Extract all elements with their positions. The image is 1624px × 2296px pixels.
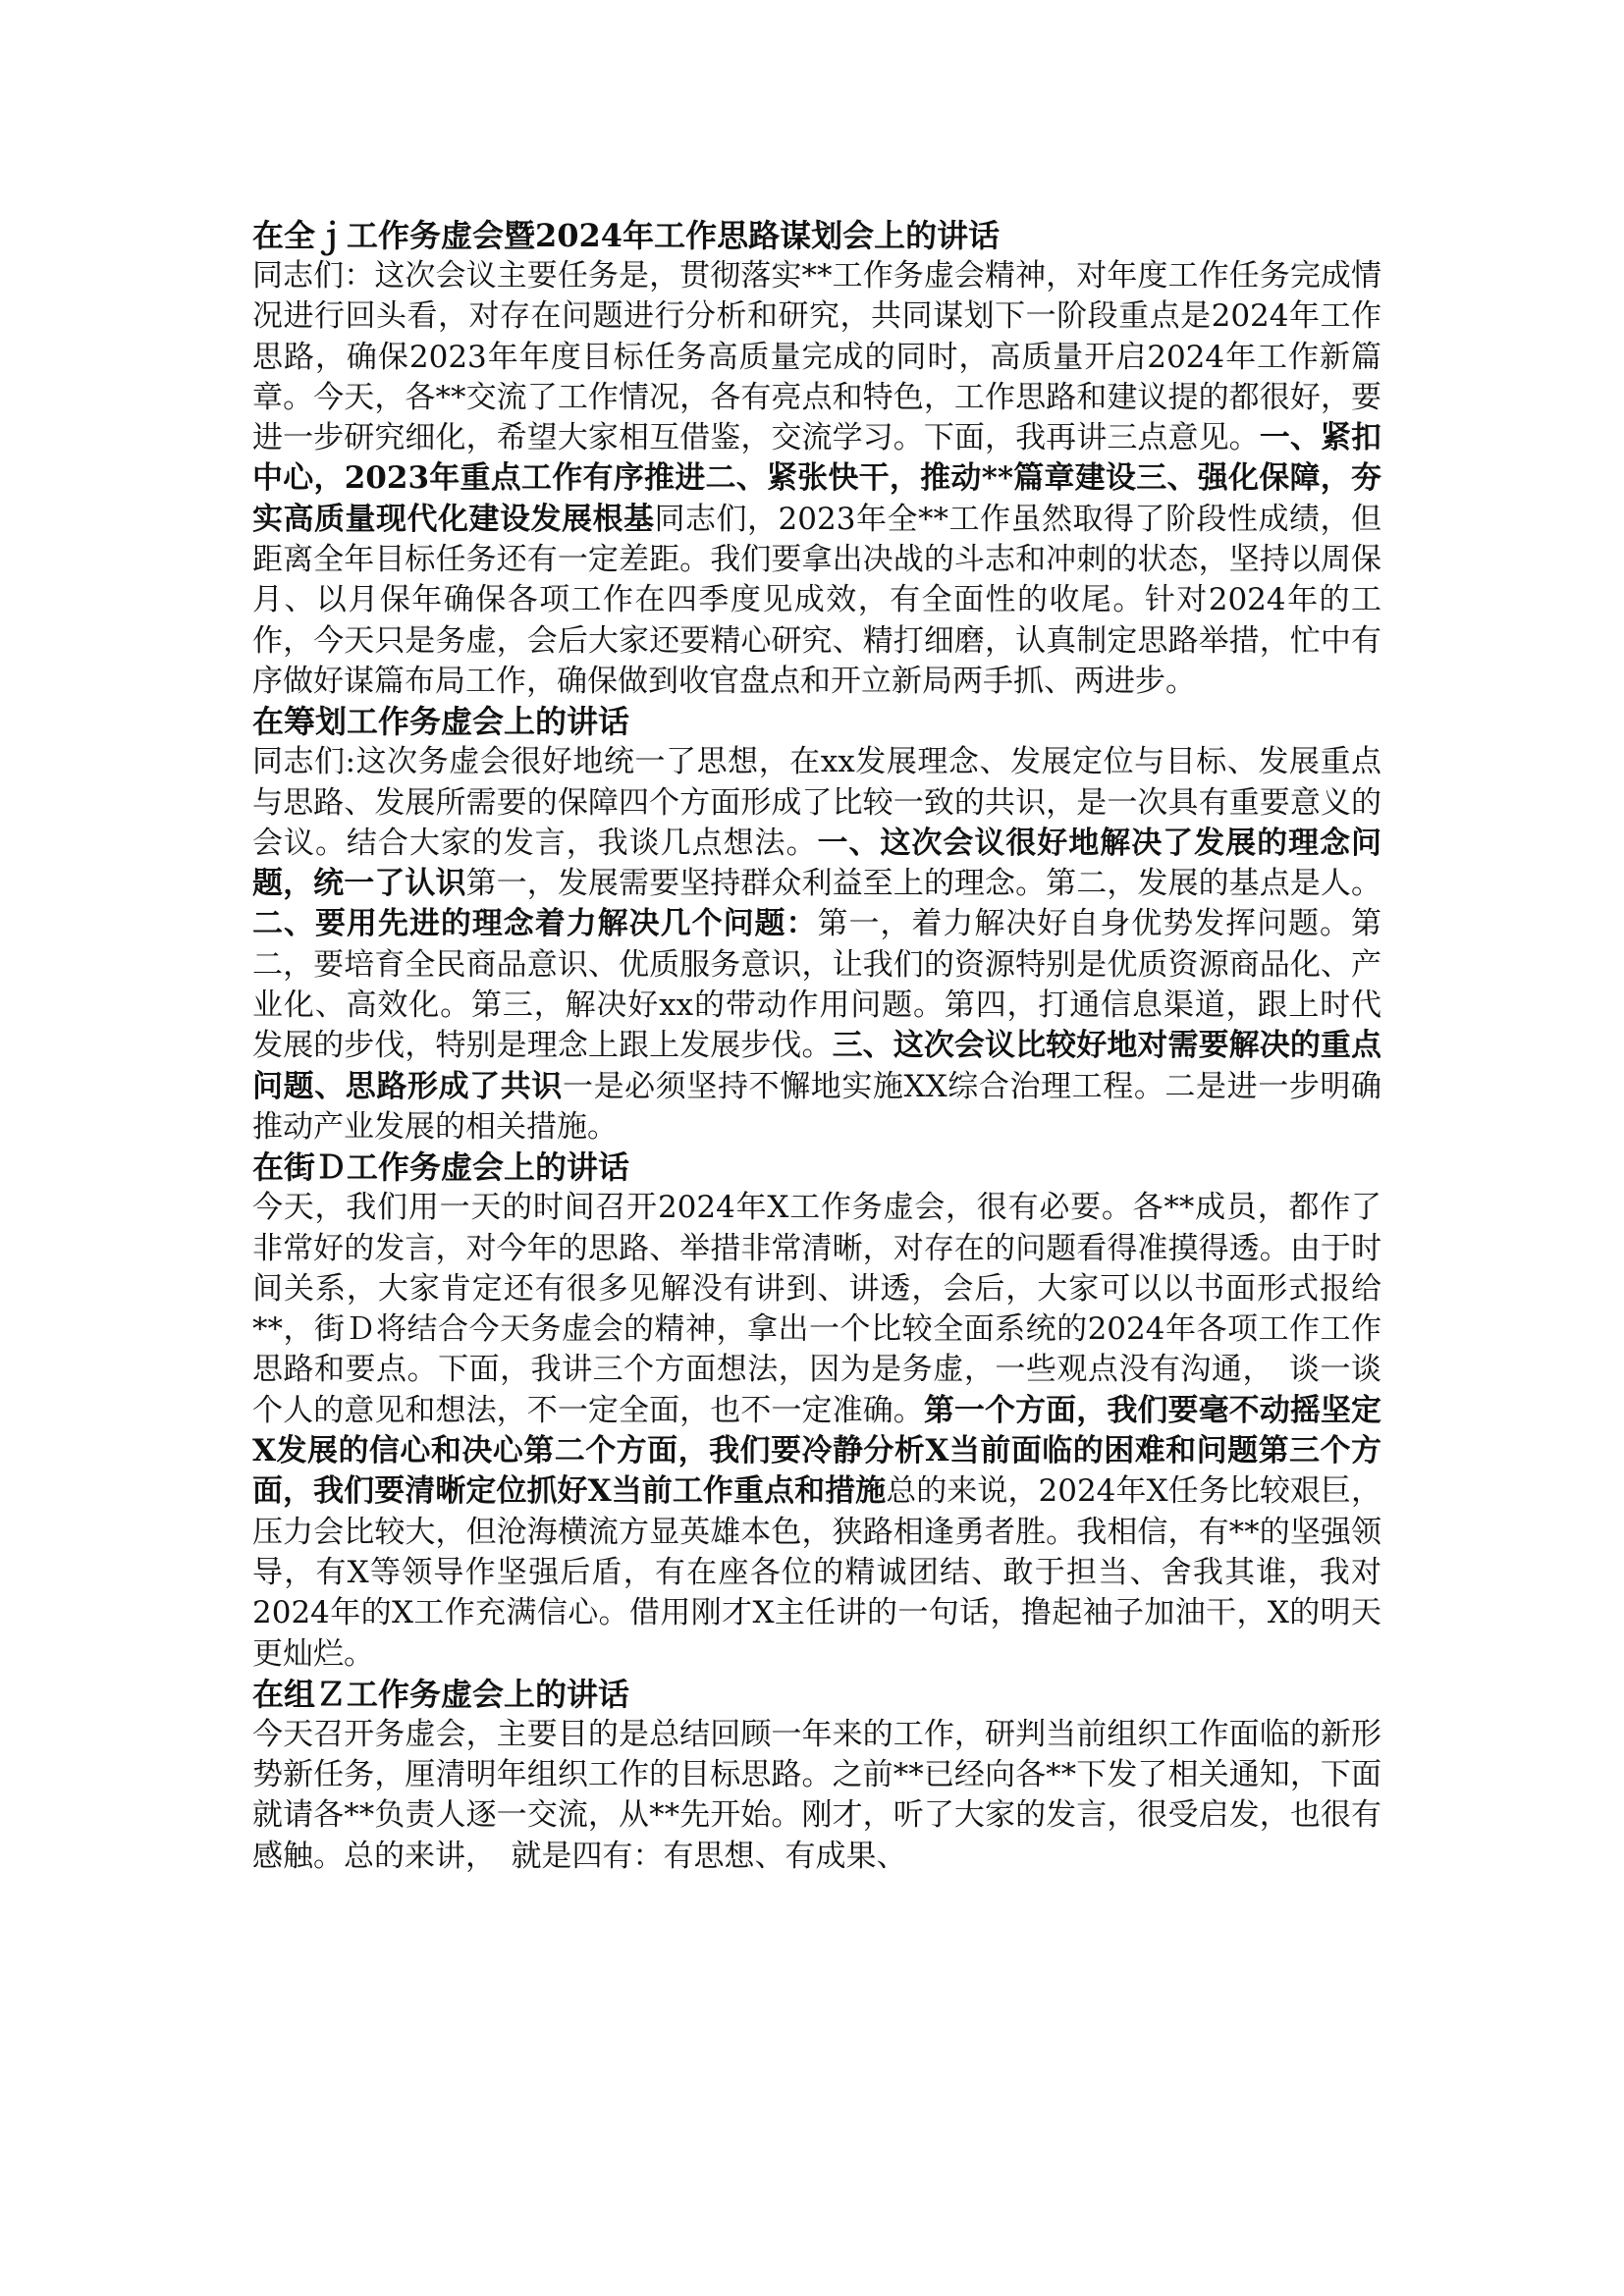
paragraph-text: 同志们:这次务虚会很好地统一了思想，在xx发展理念、发展定位与目标、发展重点与思路、发展所需要的保障四个方面形成了比较一致的共识，是一次具有重要意义的会议。结合大家的发言，我谈几点想法。 xyxy=(252,744,1381,861)
speech-section-1 xyxy=(252,216,1381,702)
paragraph-text: 第一，着力解决好自身优势发挥问题。第二，要培育全民商品意识、优质服务意识，让我们的资源特别是优质资源商品化、产业化、高效化。第三，解决好xx的带动作用问题。第四，打通信息渠道，跟上时代发展的步伐，特别是理念上跟上发展步伐。 xyxy=(252,906,1381,1064)
speech-section-3 xyxy=(252,1148,1381,1675)
speech-title: 在筹划工作务虚会上的讲话 xyxy=(252,703,630,741)
speech-section-2 xyxy=(252,702,1381,1148)
speech-title: 在组Ｚ工作务虚会上的讲话 xyxy=(252,1675,630,1713)
speech-title: 在街Ｄ工作务虚会上的讲话 xyxy=(252,1148,630,1187)
paragraph-text: 同志们：这次会议主要任务是，贯彻落实**工作务虚会精神，对年度工作任务完成情况进行回头看，对存在问题进行分析和研究，共同谋划下一阶段重点是2024年工作思路，确保2023年年度目标任务高质量完成的同时，高质量开启2024年工作新篇章。今天，各**交流了工作情况，各有亮点和特色，工作思路和建议提的都很好，要进一步研究细化，希望大家相互借鉴，交流学习。下面，我再讲三点意见。 xyxy=(252,258,1381,456)
bold-heading-text: 第一个方面，我们要毫不动摇坚定X发展的信心和决心第二个方面，我们要冷静分析X当前面临的困难和问题第三个方面，我们要清晰定位抓好X当前工作重点和措施 xyxy=(252,1392,1382,1510)
bold-heading-text: 一、紧扣中心，2023年重点工作有序推进二、紧张快干，推动**篇章建设三、强化保障，夯实高质量现代化建设发展根基 xyxy=(252,420,1381,537)
speech-body xyxy=(252,742,1381,1148)
paragraph-text: 第一，发展需要坚持群众利益至上的理念。第二，发展的基点是人。 xyxy=(465,866,1382,902)
paragraph-text: 同志们，2023年全**工作虽然取得了阶段性成绩，但距离全年目标任务还有一定差距。我们要拿出决战的斗志和冲刺的状态，坚持以周保月、以月保年确保各项工作在四季度见成效，有全面性的收尾。针对2024年的工作，今天只是务虚，会后大家还要精心研究、精打细磨，认真制定思路举措，忙中有序做好谋篇布局工作，确保做到收官盘点和开立新局两手抓、两进步。 xyxy=(252,501,1382,699)
speech-section-4 xyxy=(252,1675,1381,1877)
document-page xyxy=(252,216,1381,1877)
paragraph-text: 今天召开务虚会，主要目的是总结回顾一年来的工作，研判当前组织工作面临的新形势新任务，厘清明年组织工作的目标思路。之前**已经向各**下发了相关通知，下面就请各**负责人逐一交流，从**先开始。刚才，听了大家的发言，很受启发，也很有感触。总的来讲， 就是四有：有思想、有成果、 xyxy=(252,1716,1381,1874)
speech-title: 在全ｊ工作务虚会暨2024年工作思路谋划会上的讲话 xyxy=(252,217,1001,254)
bold-heading-text: 三、这次会议比较好地对需要解决的重点问题、思路形成了共识 xyxy=(252,1028,1382,1104)
bold-heading-text: 一、这次会议很好地解决了发展的理念问题，统一了认识 xyxy=(252,825,1381,902)
speech-body xyxy=(252,256,1381,702)
bold-heading-text: 二、要用先进的理念着力解决几个问题： xyxy=(252,906,818,942)
speech-body xyxy=(252,1188,1381,1675)
paragraph-text: 总的来说，2024年X任务比较艰巨，压力会比较大，但沧海横流方显英雄本色，狭路相逢勇者胜。我相信，有**的坚强领导，有X等领导作坚强后盾，有在座各位的精诚团结、敢于担当、舍我其谁，我对2024年的X工作充满信心。借用刚才X主任讲的一句话，撸起袖子加油干，X的明天更灿烂。 xyxy=(252,1473,1381,1672)
paragraph-text: 一是必须坚持不懈地实施XX综合治理工程。二是进一步明确推动产业发展的相关措施。 xyxy=(252,1068,1382,1145)
paragraph-text: 今天，我们用一天的时间召开2024年X工作务虚会，很有必要。各**成员，都作了非常好的发言，对今年的思路、举措非常清晰，对存在的问题看得准摸得透。由于时间关系，大家肯定还有很多见解没有讲到、讲透，会后，大家可以以书面形式报给**，街Ｄ将结合今天务虚会的精神，拿出一个比较全面系统的2024年各项工作工作思路和要点。下面，我讲三个方面想法，因为是务虚，一些观点没有沟通， 谈一谈个人的意见和想法，不一定全面，也不一定准确。 xyxy=(252,1190,1381,1428)
speech-body xyxy=(252,1715,1381,1877)
